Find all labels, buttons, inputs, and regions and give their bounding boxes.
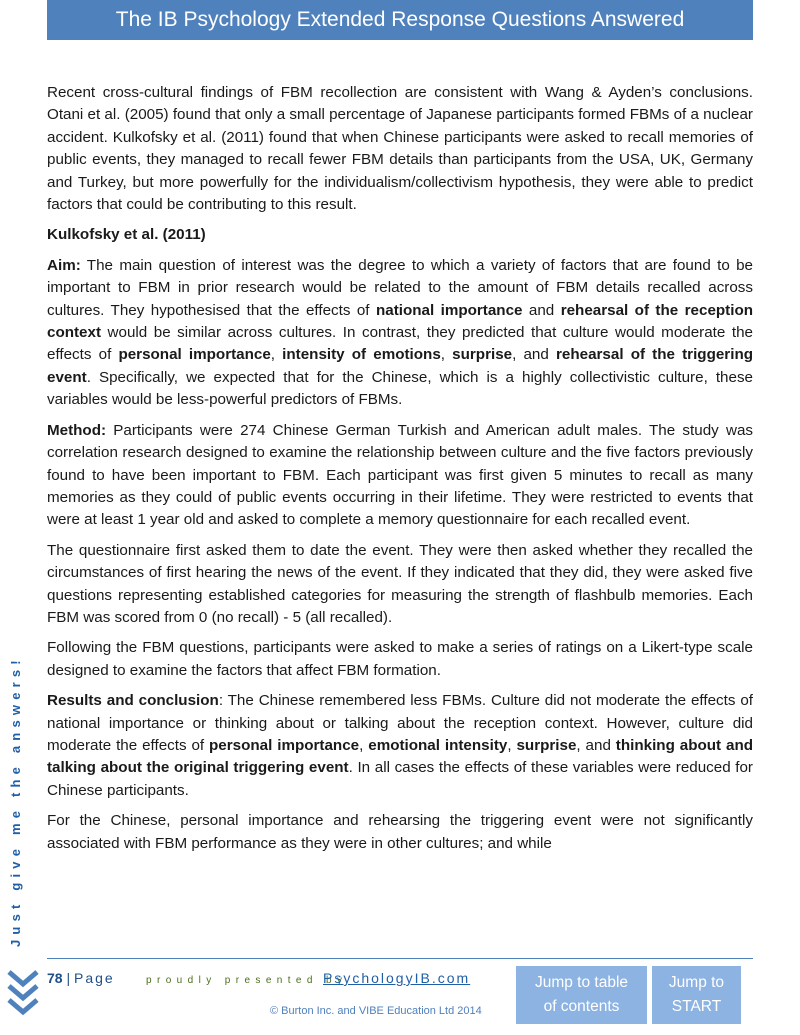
- method-label: Method:: [47, 421, 107, 439]
- page-number: 78: [47, 970, 63, 986]
- aim-text: , and: [512, 346, 556, 364]
- method-text: Participants were 274 Chinese German Turkish and American adult males. The study was correlation research designed to examine the relationship between culture and the five factors previously found to have been important to FBM. Each participant was first given 5 minutes to recall as many memories as they could of public events occurring in their lifetime. They were restricted to events that were at least 1 year old and asked to complete a memory questionnaire for each recalled event.: [47, 421, 753, 529]
- jump-to-toc-label-2: of contents: [543, 998, 620, 1015]
- aim-bold: intensity of emotions: [282, 346, 441, 364]
- chevron-stack-icon: [6, 966, 40, 1026]
- jump-to-toc-button[interactable]: [516, 966, 647, 1024]
- study-heading: Kulkofsky et al. (2011): [47, 226, 206, 244]
- aim-text: would be similar across cultures. In contrast, they predicted that culture would moderate the effects of: [47, 324, 753, 364]
- jump-to-toc-label-1: Jump to table: [534, 974, 629, 991]
- results-bold: surprise: [516, 736, 577, 754]
- results-text: , and: [576, 736, 616, 754]
- results-text: ,: [359, 736, 369, 754]
- paragraph-method: [47, 420, 753, 532]
- page-header: [47, 0, 753, 40]
- aim-text: ,: [270, 346, 283, 364]
- page-header-title: The IB Psychology Extended Response Questions Answered: [115, 8, 685, 31]
- aim-text: ,: [440, 346, 453, 364]
- copyright: © Burton Inc. and VIBE Education Ltd 2014: [270, 1005, 482, 1017]
- document-body: [47, 82, 753, 863]
- paragraph-aim: [47, 255, 753, 412]
- aim-bold: surprise: [452, 346, 513, 364]
- aim-label: Aim:: [47, 256, 81, 274]
- paragraph-last: For the Chinese, personal importance and rehearsing the triggering event were not significantly associated with FBM performance as they were in other cultures; and while: [47, 812, 753, 852]
- paragraph-intro: Recent cross-cultural findings of FBM recollection are consistent with Wang & Ayden’s conclusions. Otani et al. (2005) found that only a small percentage of Japanese participants formed FBMs of a nuclear accident. Kulkofsky et al. (2011) found that when Chinese participants were asked to recall memories of public events, they managed to recall fewer FBM details than participants from the USA, UK, Germany and Turkey, but more powerfully for the individualism/collectivism hypothesis, they were able to predict factors that could be contributing to this result.: [47, 84, 753, 214]
- paragraph-following: Following the FBM questions, participants were asked to make a series of ratings on a Likert-type scale designed to examine the factors that affect FBM formation.: [47, 639, 753, 679]
- aim-bold: national importance: [375, 301, 523, 319]
- jump-to-start-button[interactable]: [652, 966, 741, 1024]
- paragraph-questionnaire: The questionnaire first asked them to date the event. They were then asked whether they recalled the circumstances of first hearing the news of the event. If they indicated that they did, they were asked five questions representing established categories for measuring the strength of flashbulb memories. Each FBM was scored from 0 (no recall) - 5 (all recalled).: [47, 541, 753, 626]
- footer-divider: [47, 958, 753, 959]
- aim-bold: personal importance: [118, 346, 271, 364]
- jump-to-start-label-1: Jump to: [668, 974, 725, 991]
- aim-text: . Specifically, we expected that for the Chinese, which is a highly collectivistic culture, these variables would be less-powerful predictors of FBMs.: [47, 368, 753, 409]
- results-label: Results and conclusion: [47, 692, 219, 710]
- results-text: ,: [507, 736, 517, 754]
- page-word: Page: [74, 970, 115, 986]
- results-bold: emotional intensity: [368, 736, 508, 754]
- results-text: . In all cases the effects of these variables were reduced for Chinese participants.: [47, 759, 753, 799]
- aim-bold: rehearsal of the triggering event: [47, 346, 753, 386]
- page-indicator: [47, 970, 115, 986]
- jump-to-start-label-2: START: [671, 998, 722, 1015]
- presented-by: proudly presented by: [146, 975, 348, 986]
- side-tagline: Just give me the answers!: [8, 655, 23, 947]
- results-bold: thinking about and talking about the original triggering event: [47, 736, 753, 777]
- page-separator: |: [62, 970, 74, 986]
- results-text: : The Chinese remembered less FBMs. Culture did not moderate the effects of national importance or thinking about or talking about the reception context. However, culture did moderate the effects of: [47, 692, 754, 754]
- aim-text: The main question of interest was the degree to which a variety of factors that are found to be important to FBM in prior research would be related to the amount of FBM details recalled across cultures. They hypothesised that the effects of: [47, 256, 753, 319]
- results-bold: personal importance: [209, 736, 360, 754]
- brand-link[interactable]: PsychologyIB.com: [323, 970, 471, 986]
- aim-bold: rehearsal of the reception context: [47, 301, 753, 342]
- aim-text: and: [522, 301, 561, 319]
- paragraph-results: [47, 690, 753, 802]
